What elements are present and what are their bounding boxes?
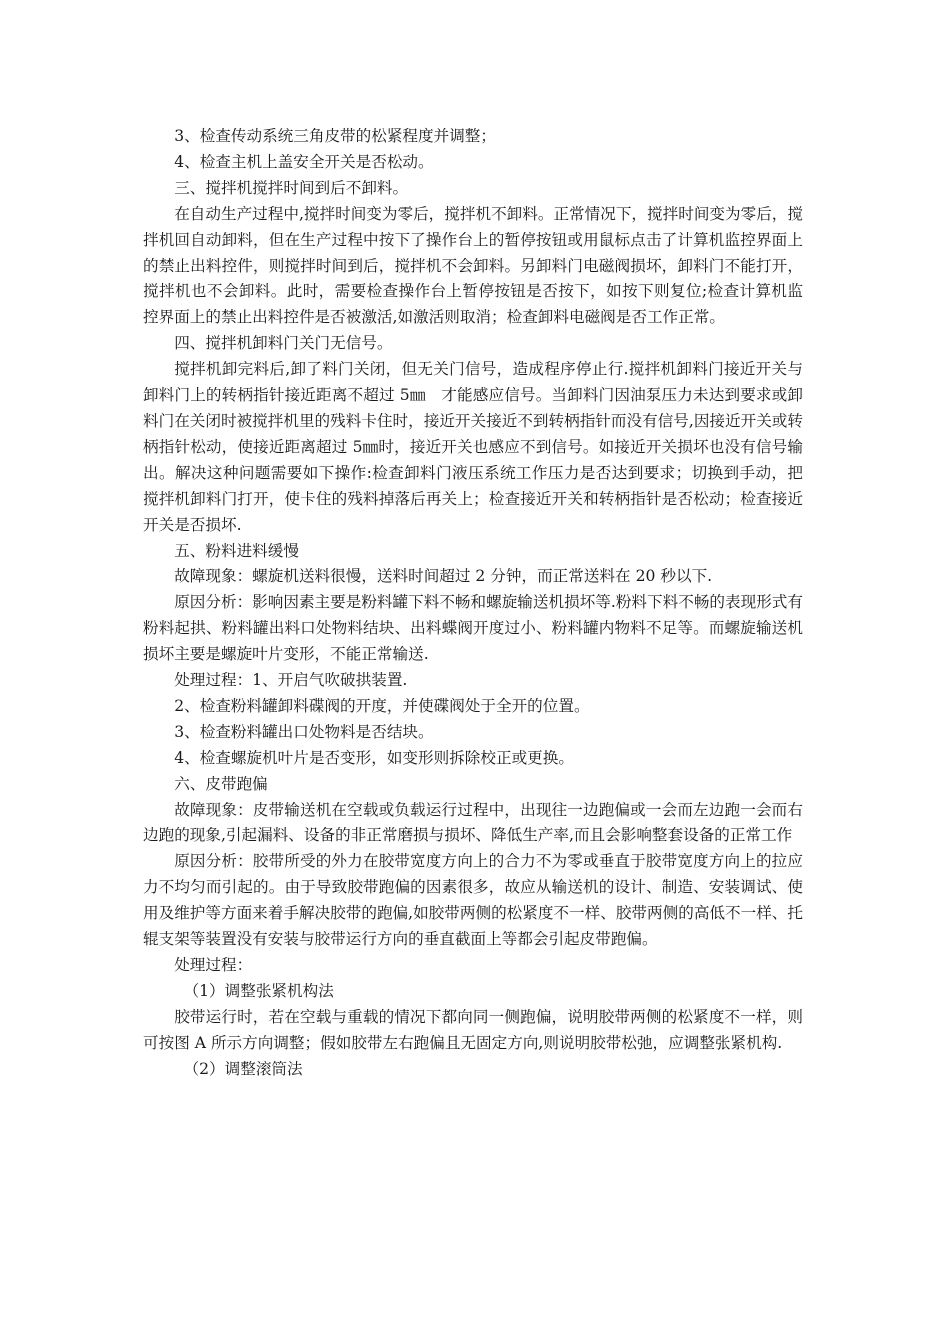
body-paragraph: 搅拌机卸完料后,卸了料门关闭，但无关门信号，造成程序停止行.搅拌机卸料门接近开关与卸料门上的转柄指针接近距离不超过 5㎜ 才能感应信号。当卸料门因油泵压力未达到要求或卸料门在关闭时被搅拌机里的残料卡住时，接近开关接近不到转柄指针而没有信号,因接近开关或转柄指针松动，使接近距离超过 5㎜时，接近开关也感应不到信号。如接近开关损坏也没有信号输出。解决这种问题需要如下操作:检查卸料门液压系统工作压力是否达到要求；切换到手动，把搅拌机卸料门打开，使卡住的残料掉落后再关上；检查接近开关和转柄指针是否松动；检查接近开关是否损坏.	[143, 360, 803, 534]
section-heading-5: 五、粉料进料缓慢	[174, 541, 299, 560]
procedure-step: 2、检查粉料罐卸料碟阀的开度，并使碟阀处于全开的位置。	[174, 696, 590, 715]
fault-symptom-paragraph: 故障现象：螺旋机送料很慢，送料时间超过 2 分钟，而正常送料在 20 秒以下.	[174, 567, 713, 586]
section-heading-3: 三、搅拌机搅拌时间到后不卸料。	[174, 178, 409, 197]
list-item-check-belt: 3、检查传动系统三角皮带的松紧程度并调整；	[174, 127, 496, 145]
list-item-check-safety-switch: 4、检查主机上盖安全开关是否松动。	[174, 152, 434, 171]
sub-heading-roller-method: （2）调整滚筒法	[183, 1059, 303, 1078]
body-paragraph: 胶带运行时，若在空载与重载的情况下都向同一侧跑偏，说明胶带两侧的松紧度不一样，则可按图 A 所示方向调整；假如胶带左右跑偏且无固定方向,则说明胶带松弛，应调整张紧机构.	[143, 1007, 803, 1052]
section-heading-6: 六、皮带跑偏	[174, 774, 268, 793]
procedure-heading: 处理过程：	[174, 956, 253, 974]
section-heading-4: 四、搅拌机卸料门关门无信号。	[174, 334, 393, 353]
fault-symptom-paragraph: 故障现象：皮带输送机在空载或负载运行过程中，出现往一边跑偏或一会而左边跑一会而右边跑的现象,引起漏料、设备的非正常磨损与损坏、降低生产率,而且会影响整套设备的正常工作	[143, 800, 803, 845]
cause-analysis-paragraph: 原因分析：胶带所受的外力在胶带宽度方向上的合力不为零或垂直于胶带宽度方向上的拉应力不均匀而引起的。由于导致胶带跑偏的因素很多，故应从输送机的设计、制造、安装调试、使用及维护等方面来着手解决胶带的跑偏,如胶带两侧的松紧度不一样、胶带两侧的高低不一样、托辊支架等装置没有安装与胶带运行方向的垂直截面上等都会引起皮带跑偏。	[143, 852, 803, 949]
procedure-step: 3、检查粉料罐出口处物料是否结块。	[174, 722, 434, 741]
cause-analysis-paragraph: 原因分析：影响因素主要是粉料罐下料不畅和螺旋输送机损坏等.粉料下料不畅的表现形式有粉料起拱、粉料罐出料口处物料结块、出料蝶阀开度过小、粉料罐内物料不足等。而螺旋输送机损坏主要是螺旋叶片变形，不能正常输送.	[143, 593, 803, 664]
body-paragraph: 在自动生产过程中,搅拌时间变为零后，搅拌机不卸料。正常情况下，搅拌时间变为零后，搅拌机回自动卸料，但在生产过程中按下了操作台上的暂停按钮或用鼠标点击了计算机监控界面上的禁止出料控件，则搅拌时间到后，搅拌机不会卸料。另卸料门电磁阀损坏，卸料门不能打开，搅拌机也不会卸料。此时，需要检查操作台上暂停按钮是否按下，如按下则复位;检查计算机监控界面上的禁止出料控件是否被激活,如激活则取消；检查卸料电磁阀是否工作正常。	[143, 204, 803, 327]
procedure-step: 4、检查螺旋机叶片是否变形，如变形则拆除校正或更换。	[174, 748, 574, 767]
procedure-step: 处理过程：1、开启气吹破拱装置.	[174, 671, 408, 690]
document-body	[143, 124, 803, 1083]
sub-heading-tension-method: （1）调整张紧机构法	[183, 981, 334, 1000]
